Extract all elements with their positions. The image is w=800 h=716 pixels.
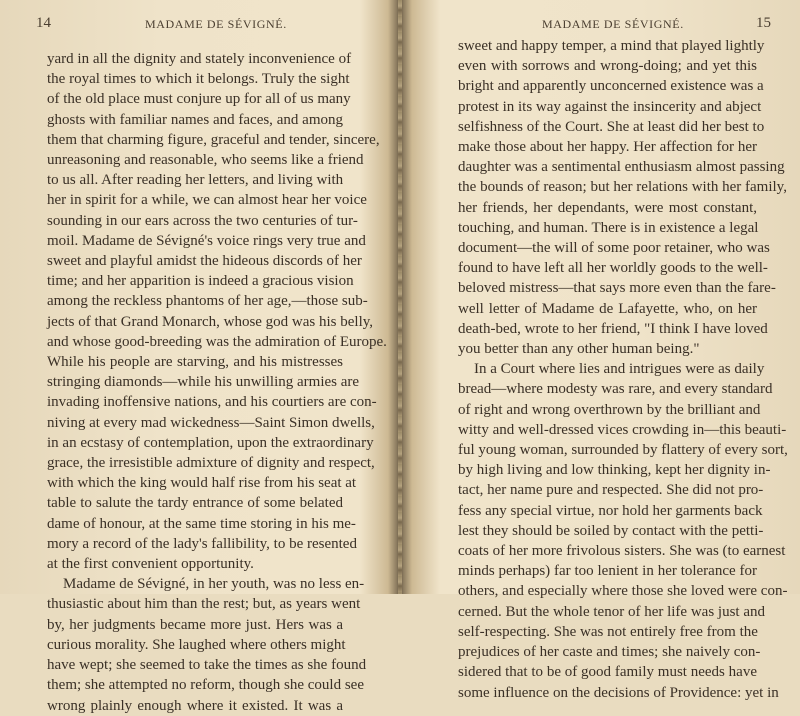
right-page [402, 0, 800, 701]
text-line: even with sorrows and wrong-doing; and yet this [458, 58, 757, 75]
text-line: bright and apparently unconcerned existence was a [458, 78, 764, 95]
page-number-left: 14 [36, 15, 51, 31]
text-line: death-bed, wrote to her friend, "I think I have loved [458, 320, 768, 337]
text-line: moil. Madame de Sévigné's voice rings very true and [47, 232, 366, 249]
text-line: invading inoffensive nations, and his courtiers are con- [47, 394, 377, 411]
text-line: witty and well-dressed vices crowding in—this beauti- [458, 421, 787, 438]
text-line: selfishness of the Court. She at least did her best to [458, 118, 765, 135]
text-line: sweet and happy temper, a mind that played lightly [458, 38, 765, 54]
text-line: coats of her more frivolous sisters. She was (to earnest [458, 543, 786, 560]
text-line: time; and her apparition is indeed a gracious vision [47, 273, 354, 290]
text-line: others, and especially where those she loved were con- [458, 583, 788, 600]
text-line: unreasoning and reasonable, who seems like a friend [47, 152, 364, 169]
text-line: touching, and human. There is in existence a legal [458, 219, 759, 236]
text-line: bread—where modesty was rare, and every standard [458, 381, 773, 398]
text-line: you better than any other human being." [458, 341, 700, 358]
text-line: the royal times to which it belongs. Truly the sight [47, 71, 350, 88]
text-line: with which the king would half rise from his seat at [47, 475, 357, 492]
text-line: daughter was a sentimental enthusiasm almost passing [458, 159, 785, 176]
text-line: document—the will of some poor retainer, who was [458, 240, 770, 257]
text-line: by high living and low thinking, kept her dignity in- [458, 462, 771, 479]
text-line: sounding in our ears across the two centuries of tur- [47, 212, 358, 229]
text-line: make those about her happy. Her affection for her [458, 139, 757, 156]
text-line: curious morality. She laughed where others might [47, 636, 346, 653]
text-line: wrong plainly enough where it existed. It was a [47, 697, 343, 714]
running-head-left: MADAME DE SÉVIGNÉ. [145, 17, 287, 31]
text-line: to us all. After reading her letters, and living with [47, 172, 344, 189]
text-line: by, her judgments became more just. Hers was a [47, 616, 343, 633]
text-line: minds perhaps) far too lenient in her tolerance for [458, 563, 757, 580]
text-line: cerned. But the whole tenor of her life was just and [458, 603, 765, 620]
text-line: yard in all the dignity and stately inconvenience of [47, 51, 352, 67]
text-line: grace, the irresistible admixture of dignity and respect, [47, 455, 375, 472]
text-line: dame of honour, at the same time storing in his me- [47, 515, 356, 532]
left-page [0, 0, 398, 714]
text-line: lest they should be soiled by contact with the petti- [458, 522, 764, 539]
text-line: stringing diamonds—while his unwilling armies are [47, 374, 360, 391]
text-line: self-respecting. She was not entirely free from the [458, 623, 758, 640]
text-line: and whose good-breeding was the admiration of Europe. [47, 333, 387, 350]
text-line: have wept; she seemed to take the times as she found [47, 657, 367, 674]
left-page-text [47, 49, 387, 716]
text-line: jects of that Grand Monarch, whose god was his belly, [47, 313, 374, 330]
text-line: some influence on the decisions of Providence: yet in [458, 684, 779, 701]
text-line: at the first convenient opportunity. [47, 556, 254, 573]
text-line: fess any special virtue, nor hold her garments back [458, 502, 763, 519]
text-line: sweet and playful amidst the hideous discords of her [47, 253, 362, 270]
text-line: found to have left all her worldly goods to the well- [458, 260, 768, 277]
text-line: niving at every mad wickedness—Saint Simon dwells, [47, 414, 375, 431]
running-head-right: MADAME DE SÉVIGNÉ. [542, 17, 684, 31]
text-line: the bounds of reason; but her relations with her family, [458, 179, 787, 196]
text-line: prejudices of her caste and times; she naively con- [458, 644, 761, 661]
text-line: protest in its way against the insincerity and abject [458, 98, 762, 115]
text-line: beloved mistress—that says more even than the fare- [458, 280, 776, 297]
text-line: ghosts with familiar names and faces, and among [47, 111, 343, 128]
text-line: thusiastic about him than the rest; but, as years went [47, 596, 361, 613]
text-line: in an ecstasy of contemplation, upon the extraordinary [47, 434, 374, 451]
text-line: of the old place must conjure up for all of us many [47, 91, 351, 108]
text-line: table to salute the tardy entrance of some belated [47, 495, 343, 512]
text-line: among the reckless phantoms of her age,—those sub- [47, 293, 368, 310]
text-line: them; she attempted no reform, though she could see [47, 677, 364, 694]
text-line: of right and wrong overthrown by the brilliant and [458, 401, 761, 418]
text-line: ful young woman, surrounded by flattery of every sort, [458, 442, 788, 459]
text-line: her in spirit for a while, we can almost hear her voice [47, 192, 367, 209]
text-line: well letter of Madame de Lafayette, who, on her [458, 300, 757, 317]
right-page-text [458, 36, 788, 703]
text-line: While his people are starving, and his mistresses [47, 354, 343, 371]
text-line: In a Court where lies and intrigues were as daily [474, 361, 765, 378]
text-line: her friends, her dependants, were most constant, [458, 199, 757, 216]
text-line: tact, her name pure and respected. She did not pro- [458, 482, 764, 499]
text-line: them that charming figure, graceful and tender, sincere, [47, 131, 380, 148]
page-number-right: 15 [756, 15, 771, 31]
text-line: Madame de Sévigné, in her youth, was no less en- [63, 576, 365, 593]
text-line: sidered that to be of good family must needs have [458, 664, 757, 681]
text-line: mory a record of the lady's fallibility, to be resented [47, 535, 357, 552]
